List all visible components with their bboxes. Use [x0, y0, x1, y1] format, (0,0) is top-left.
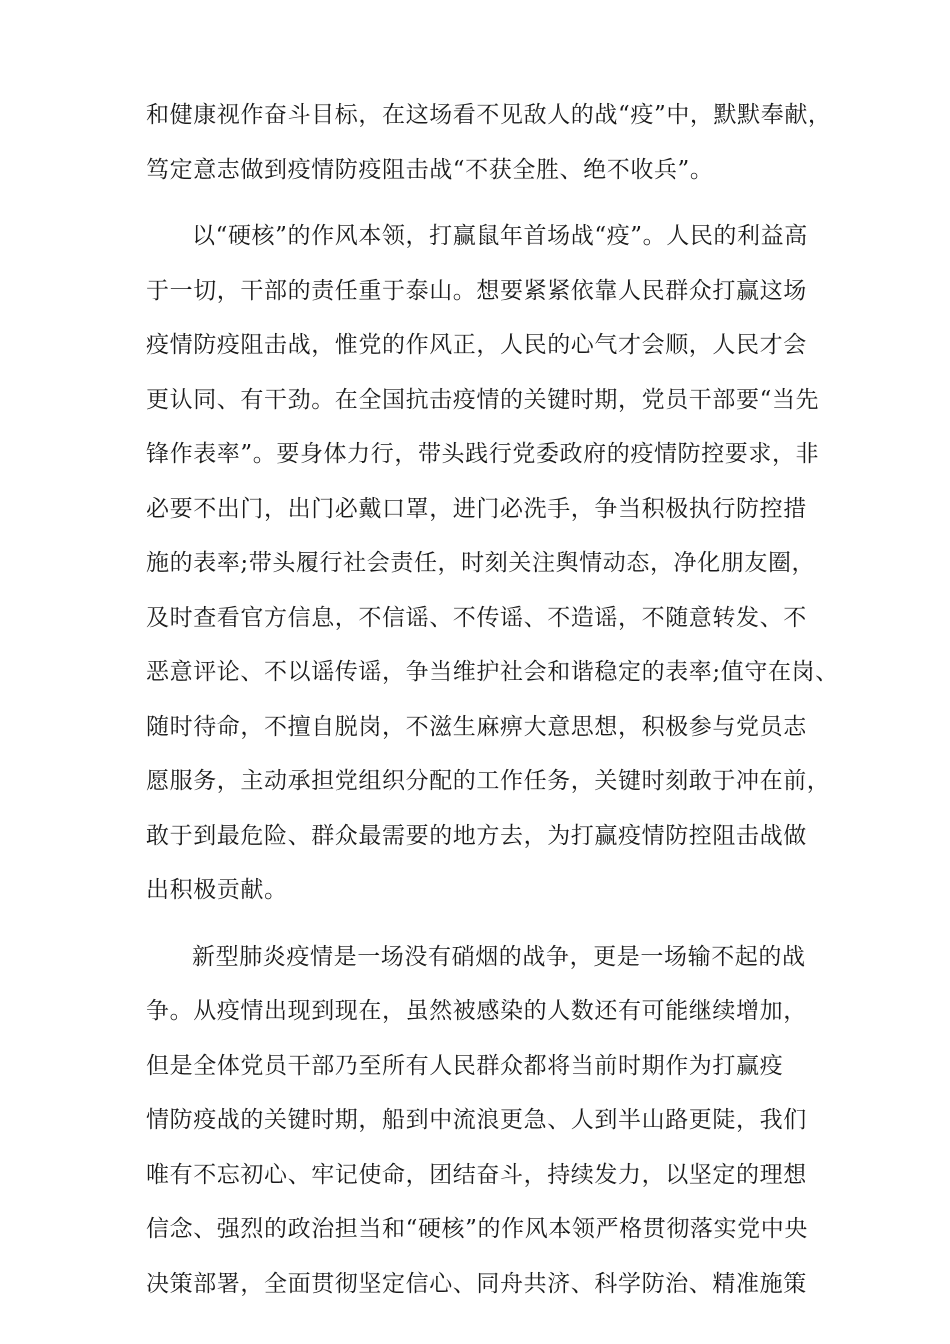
paragraph-1-line: 和健康视作奋斗目标，在这场看不见敌人的战“疫”中，默默奉献， — [146, 102, 832, 128]
paragraph-2-line: 锋作表率”。要身体力行，带头践行党委政府的疫情防控要求，非 — [146, 441, 820, 467]
paragraph-2-line: 恶意评论、不以谣传谣，争当维护社会和谐稳定的表率;值守在岗、 — [146, 659, 839, 685]
paragraph-3-line: 决策部署，全面贯彻坚定信心、同舟共济、科学防治、精准施策 — [146, 1270, 807, 1297]
paragraph-2-line: 疫情防疫阻击战，惟党的作风正，人民的心气才会顺，人民才会 — [146, 332, 807, 358]
paragraph-2-line: 更认同、有干劲。在全国抗击疫情的关键时期，党员干部要“当先 — [146, 386, 820, 413]
paragraph-2-line: 敢于到最危险、群众最需要的地方去，为打赢疫情防控阻击战做 — [146, 822, 807, 849]
paragraph-3-line: 信念、强烈的政治担当和“硬核”的作风本领严格贯彻落实党中央 — [146, 1216, 808, 1242]
paragraph-3-line: 但是全体党员干部乃至所有人民群众都将当前时期作为打赢疫 — [146, 1052, 784, 1079]
paragraph-2-line: 于一切，干部的责任重于泰山。想要紧紧依靠人民群众打赢这场 — [146, 277, 807, 304]
paragraph-3-first-line: 新型肺炎疫情是一场没有硝烟的战争，更是一场输不起的战 — [192, 943, 806, 970]
paragraph-2-first-line: 以“硬核”的作风本领，打赢鼠年首场战“疫”。人民的利益高 — [192, 223, 808, 249]
paragraph-2-line: 随时待命，不擅自脱岗，不滋生麻痹大意思想，积极参与党员志 — [146, 713, 807, 740]
paragraph-3-line: 情防疫战的关键时期，船到中流浪更急、人到半山路更陡，我们 — [146, 1107, 807, 1133]
paragraph-1-line: 笃定意志做到疫情防疫阻击战“不获全胜、绝不收兵”。 — [146, 156, 714, 183]
document-body — [146, 88, 839, 1311]
paragraph-2-line: 及时查看官方信息，不信谣、不传谣、不造谣，不随意转发、不 — [146, 604, 807, 631]
paragraph-2-line: 施的表率;带头履行社会责任，时刻关注舆情动态，净化朋友圈， — [146, 550, 816, 576]
paragraph-3-line: 唯有不忘初心、牢记使命，团结奋斗，持续发力，以坚定的理想 — [146, 1161, 807, 1188]
paragraph-2-line: 必要不出门，出门必戴口罩，进门必洗手，争当积极执行防控措 — [146, 495, 807, 522]
paragraph-3-line: 争。从疫情出现到现在，虽然被感染的人数还有可能继续增加， — [146, 998, 807, 1024]
paragraph-2-line: 愿服务，主动承担党组织分配的工作任务，关键时刻敢于冲在前， — [146, 768, 831, 794]
paragraph-2-line: 出积极贡献。 — [146, 877, 288, 903]
